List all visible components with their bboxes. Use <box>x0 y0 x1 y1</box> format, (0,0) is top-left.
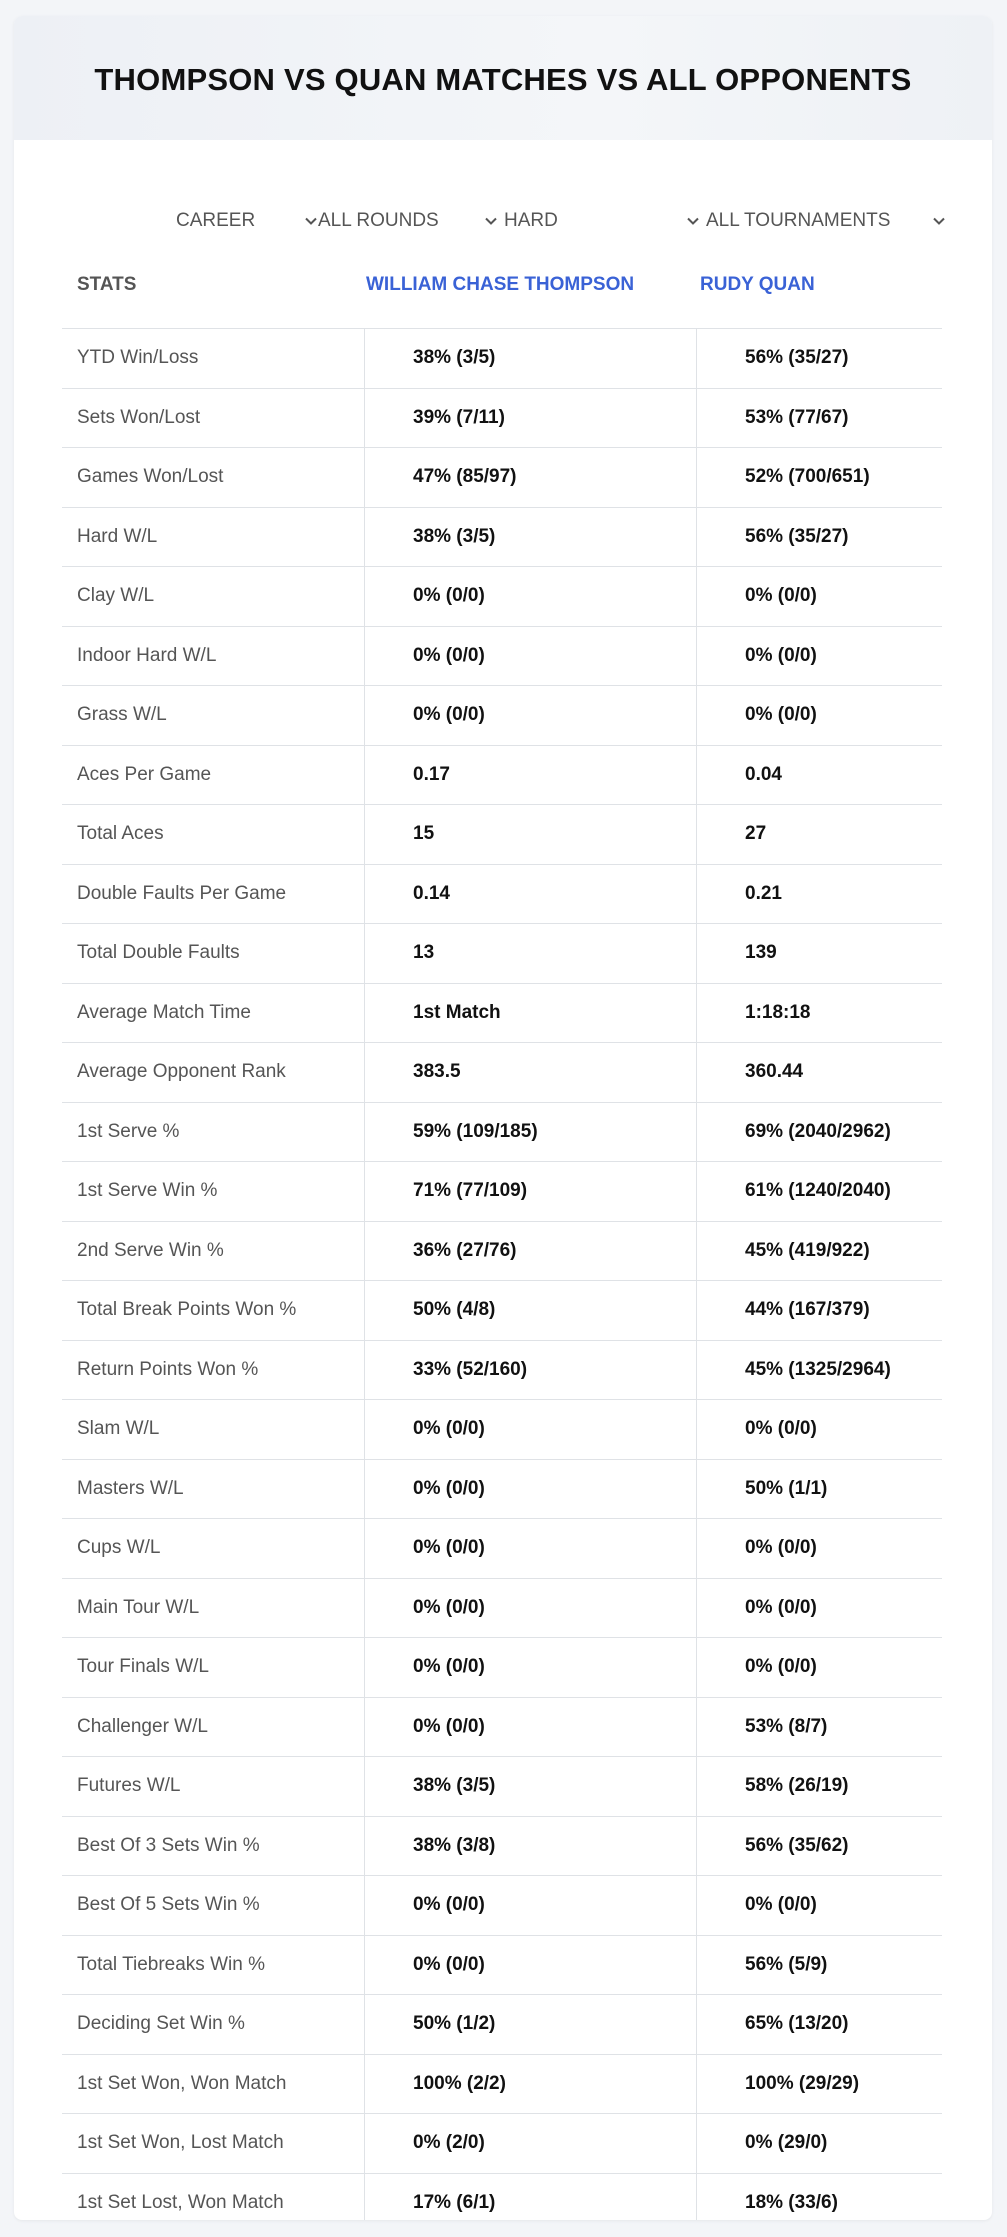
table-row <box>62 329 942 389</box>
stat-label: Deciding Set Win % <box>77 2013 245 2035</box>
stat-label: 1st Set Won, Won Match <box>77 2072 287 2094</box>
player2-value: 360.44 <box>696 1043 942 1102</box>
table-row <box>62 1876 942 1936</box>
player1-value: 17% (6/1) <box>364 2174 696 2221</box>
table-body <box>62 329 942 2220</box>
player2-value: 0% (0/0) <box>696 1519 942 1578</box>
player2-value: 18% (33/6) <box>696 2174 942 2221</box>
player1-value: 47% (85/97) <box>364 448 696 507</box>
chevron-down-icon <box>304 214 318 228</box>
player2-value: 0% (0/0) <box>696 686 942 745</box>
player1-value: 0% (0/0) <box>364 1400 696 1459</box>
table-row <box>62 865 942 925</box>
table-row <box>62 1222 942 1282</box>
round-dropdown[interactable] <box>318 192 498 250</box>
surface-dropdown[interactable] <box>504 192 700 250</box>
player2-value: 56% (35/27) <box>696 508 942 567</box>
table-row <box>62 448 942 508</box>
player1-value: 38% (3/5) <box>364 1757 696 1816</box>
player1-value: 38% (3/5) <box>364 508 696 567</box>
tournament-dropdown[interactable] <box>706 192 946 250</box>
stat-label: Best Of 5 Sets Win % <box>77 1894 260 1916</box>
player1-value: 50% (4/8) <box>364 1281 696 1340</box>
player2-value: 0% (0/0) <box>696 627 942 686</box>
table-row <box>62 1162 942 1222</box>
player2-value: 56% (5/9) <box>696 1936 942 1995</box>
stat-label: Games Won/Lost <box>77 466 224 488</box>
player2-value: 0% (0/0) <box>696 1579 942 1638</box>
player2-value: 69% (2040/2962) <box>696 1103 942 1162</box>
table-row <box>62 1936 942 1996</box>
stats-table <box>62 252 942 2220</box>
table-row <box>62 984 942 1044</box>
page-title: THOMPSON VS QUAN MATCHES VS ALL OPPONENTS <box>94 62 912 97</box>
stat-label: Hard W/L <box>77 525 158 547</box>
table-row <box>62 1995 942 2055</box>
player1-value: 38% (3/8) <box>364 1817 696 1876</box>
table-row <box>62 805 942 865</box>
player1-value: 383.5 <box>364 1043 696 1102</box>
table-row <box>62 1817 942 1877</box>
player2-value: 56% (35/27) <box>696 329 942 388</box>
period-dropdown[interactable] <box>176 192 318 250</box>
stat-label: Average Match Time <box>77 1001 251 1023</box>
player2-value: 0.04 <box>696 746 942 805</box>
player1-value: 15 <box>364 805 696 864</box>
player1-value: 50% (1/2) <box>364 1995 696 2054</box>
stats-card <box>14 16 992 2220</box>
card-header <box>14 16 992 140</box>
stat-label: Grass W/L <box>77 704 167 726</box>
stat-label: 1st Serve % <box>77 1120 180 1142</box>
table-row <box>62 1698 942 1758</box>
player1-value: 0% (0/0) <box>364 1579 696 1638</box>
period-dropdown-value: CAREER <box>176 210 256 231</box>
stat-label: Challenger W/L <box>77 1715 208 1737</box>
table-row <box>62 508 942 568</box>
stat-label: 1st Set Lost, Won Match <box>77 2191 284 2213</box>
stat-label: Clay W/L <box>77 585 155 607</box>
table-row <box>62 1460 942 1520</box>
chevron-down-icon <box>686 214 700 228</box>
player2-value: 100% (29/29) <box>696 2055 942 2114</box>
player2-value: 0% (29/0) <box>696 2114 942 2173</box>
stat-label: Best Of 3 Sets Win % <box>77 1834 260 1856</box>
player1-value: 38% (3/5) <box>364 329 696 388</box>
table-row <box>62 1400 942 1460</box>
table-row <box>62 1281 942 1341</box>
table-row <box>62 567 942 627</box>
player2-value: 0% (0/0) <box>696 1400 942 1459</box>
stat-label: Average Opponent Rank <box>77 1061 286 1083</box>
chevron-down-icon <box>932 214 946 228</box>
stat-label: Slam W/L <box>77 1418 160 1440</box>
stat-label: Main Tour W/L <box>77 1596 200 1618</box>
stat-label: 2nd Serve Win % <box>77 1239 224 1261</box>
player1-value: 39% (7/11) <box>364 389 696 448</box>
player2-value: 52% (700/651) <box>696 448 942 507</box>
player1-value: 0% (0/0) <box>364 567 696 626</box>
table-row <box>62 686 942 746</box>
stat-label: 1st Serve Win % <box>77 1180 218 1202</box>
player2-value: 45% (1325/2964) <box>696 1341 942 1400</box>
stats-column-header: STATS <box>77 274 137 295</box>
player1-value: 0% (0/0) <box>364 1876 696 1935</box>
table-row <box>62 2174 942 2221</box>
player2-value: 44% (167/379) <box>696 1281 942 1340</box>
player1-value: 0% (0/0) <box>364 1638 696 1697</box>
player1-value: 59% (109/185) <box>364 1103 696 1162</box>
player1-value: 0% (0/0) <box>364 1460 696 1519</box>
player2-value: 50% (1/1) <box>696 1460 942 1519</box>
table-row <box>62 2114 942 2174</box>
stat-label: Total Tiebreaks Win % <box>77 1953 265 1975</box>
table-row <box>62 1519 942 1579</box>
surface-dropdown-value: HARD <box>504 210 558 231</box>
stat-label: Tour Finals W/L <box>77 1656 209 1678</box>
table-row <box>62 2055 942 2115</box>
table-header <box>62 252 942 329</box>
table-row <box>62 1341 942 1401</box>
stat-label: Total Double Faults <box>77 942 240 964</box>
stat-label: Futures W/L <box>77 1775 181 1797</box>
player2-value: 0% (0/0) <box>696 567 942 626</box>
player1-value: 33% (52/160) <box>364 1341 696 1400</box>
player1-link[interactable]: WILLIAM CHASE THOMPSON <box>366 274 635 295</box>
table-row <box>62 746 942 806</box>
table-row <box>62 1103 942 1163</box>
player1-value: 0% (2/0) <box>364 2114 696 2173</box>
player1-value: 1st Match <box>364 984 696 1043</box>
player1-value: 0.17 <box>364 746 696 805</box>
player2-value: 58% (26/19) <box>696 1757 942 1816</box>
stat-label: Total Break Points Won % <box>77 1299 297 1321</box>
stat-label: Masters W/L <box>77 1477 184 1499</box>
player2-value: 65% (13/20) <box>696 1995 942 2054</box>
player2-value: 0.21 <box>696 865 942 924</box>
player2-value: 1:18:18 <box>696 984 942 1043</box>
stat-label: Return Points Won % <box>77 1358 259 1380</box>
player1-value: 0% (0/0) <box>364 1698 696 1757</box>
player2-value: 56% (35/62) <box>696 1817 942 1876</box>
player2-value: 61% (1240/2040) <box>696 1162 942 1221</box>
table-row <box>62 924 942 984</box>
stat-label: Aces Per Game <box>77 763 212 785</box>
table-row <box>62 389 942 449</box>
filter-bar <box>14 192 992 250</box>
round-dropdown-value: ALL ROUNDS <box>318 210 439 231</box>
stat-label: Total Aces <box>77 823 164 845</box>
player2-value: 139 <box>696 924 942 983</box>
player1-value: 0.14 <box>364 865 696 924</box>
player1-value: 0% (0/0) <box>364 1936 696 1995</box>
table-row <box>62 1757 942 1817</box>
player1-value: 100% (2/2) <box>364 2055 696 2114</box>
table-row <box>62 627 942 687</box>
tournament-dropdown-value: ALL TOURNAMENTS <box>706 210 891 231</box>
player2-value: 0% (0/0) <box>696 1876 942 1935</box>
player1-value: 0% (0/0) <box>364 1519 696 1578</box>
table-row <box>62 1638 942 1698</box>
stat-label: YTD Win/Loss <box>77 347 199 369</box>
player1-value: 36% (27/76) <box>364 1222 696 1281</box>
player1-value: 71% (77/109) <box>364 1162 696 1221</box>
table-row <box>62 1579 942 1639</box>
player1-value: 0% (0/0) <box>364 686 696 745</box>
chevron-down-icon <box>484 214 498 228</box>
table-row <box>62 1043 942 1103</box>
player2-value: 0% (0/0) <box>696 1638 942 1697</box>
player1-value: 0% (0/0) <box>364 627 696 686</box>
player2-value: 53% (77/67) <box>696 389 942 448</box>
stat-label: 1st Set Won, Lost Match <box>77 2132 284 2154</box>
stat-label: Indoor Hard W/L <box>77 644 217 666</box>
player2-value: 53% (8/7) <box>696 1698 942 1757</box>
player1-value: 13 <box>364 924 696 983</box>
stat-label: Sets Won/Lost <box>77 406 201 428</box>
player2-link[interactable]: RUDY QUAN <box>700 274 815 295</box>
stat-label: Cups W/L <box>77 1537 161 1559</box>
player2-value: 45% (419/922) <box>696 1222 942 1281</box>
player2-value: 27 <box>696 805 942 864</box>
stat-label: Double Faults Per Game <box>77 882 287 904</box>
